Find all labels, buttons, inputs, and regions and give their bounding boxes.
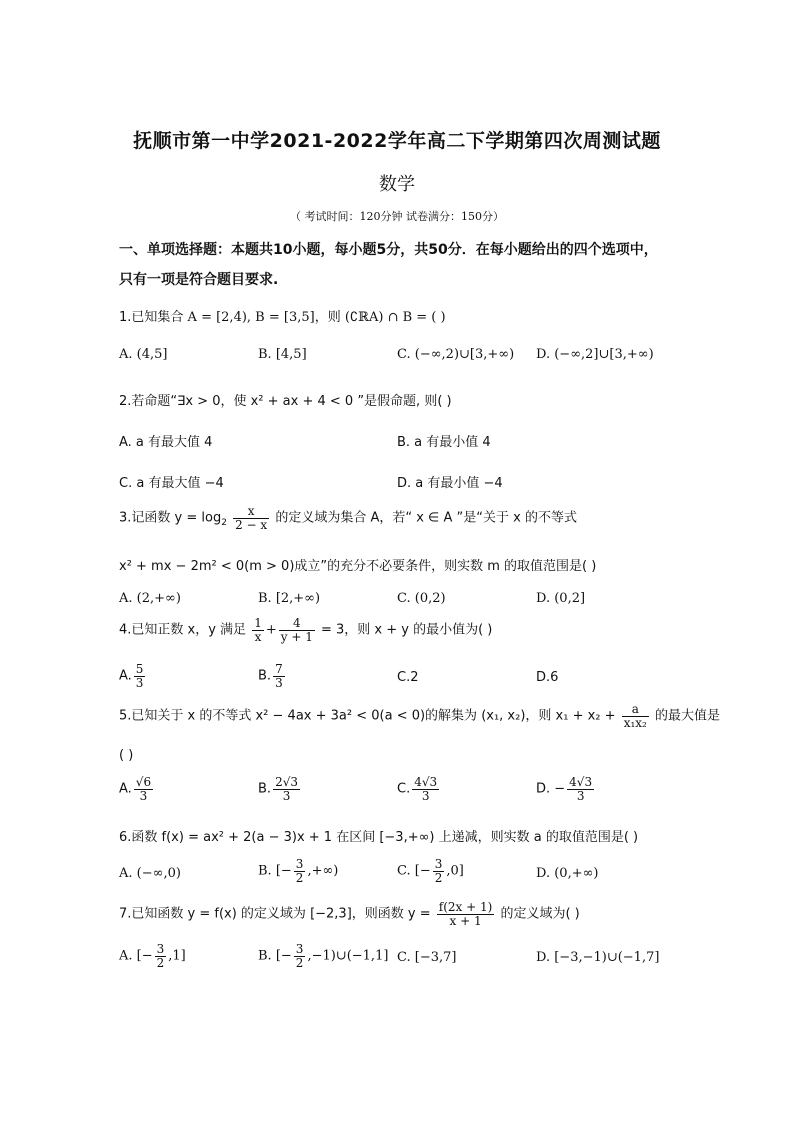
q7-b-num: 3 [295,942,304,956]
page-title: 抚顺市第一中学2021-2022学年高二下学期第四次周测试题 [133,130,661,152]
q4-option-c: C.2 [397,670,419,685]
q7-f-den: x + 1 [449,913,482,928]
q5-f-num: a [622,703,649,717]
q1-math: A = [2,4), B = [3,5]，则 (∁ℝA) ∩ B = ( ) [187,310,446,325]
exam-meta: （ 考试时间：120分钟 试卷满分：150分） [290,210,504,223]
q4-f2-den: y + 1 [280,629,313,644]
section-heading-line1: 一、单项选择题：本题共10小题，每小题5分，共50分．在每小题给出的四个选项中， [119,242,658,258]
q7-option-d: D. [−3,−1)∪(−1,7] [536,950,660,965]
q3-log-base: 2 [221,518,227,529]
subject-title: 数学 [379,174,415,195]
q3-fraction-den: 2 − x [235,517,268,532]
q7-option-a [119,943,186,969]
q5-option-c [397,776,441,802]
q4-a-den: 3 [135,675,144,690]
q7-f-num: f(2x + 1) [438,900,493,914]
q7-option-b-pre: B. [− [258,948,292,964]
q7-b-den: 2 [295,955,304,970]
q6-option-c-post: ,0] [446,863,464,879]
question-3 [119,505,577,531]
question-3-line2: x² + mx − 2m² < 0(m > 0)成立”的充分不必要条件，则实数 m 的取值范围是( ) [119,559,597,574]
question-7 [119,901,580,927]
q2-option-b: B. a 有最小值 4 [397,435,491,450]
q6-option-c-pre: C. [− [397,863,431,879]
q3-option-c: C. (0,2) [397,591,446,606]
q1-option-d: D. (−∞,2]∪[3,+∞) [536,347,654,362]
q4-a-num: 5 [135,662,144,676]
q3-option-b: B. [2,+∞) [258,591,321,606]
q3-fraction [233,505,269,531]
q7-a-num: 3 [156,942,165,956]
q4-option-a [119,663,147,689]
q7-a-den: 2 [156,955,165,970]
q4-option-a-label: A. [119,668,132,684]
q3-option-d: D. (0,2] [536,591,586,606]
q5-c-num: 4√3 [414,775,438,789]
q6-option-c [397,858,464,884]
q3-prefix: 3.记函数 y = log [119,510,222,526]
q5-option-a [119,776,155,802]
q5-b-den: 3 [282,788,291,803]
q6-c-den: 2 [434,870,443,885]
q2-option-c: C. a 有最大值 −4 [119,476,224,491]
q7-option-a-pre: A. [− [119,948,153,964]
q6-option-b-post: ,+∞) [307,863,339,879]
q4-f2-num: 4 [279,617,315,631]
q4-fraction-1 [252,617,264,643]
q5-fraction [622,703,649,729]
question-5-line2: ( ) [119,748,134,763]
q4-option-b-label: B. [258,668,272,684]
q3-option-a: A. (2,+∞) [119,591,181,606]
q1-prefix: 1.已知集合 [119,310,184,325]
q6-b-num: 3 [295,857,304,871]
question-5 [119,703,720,729]
q2-option-a: A. a 有最大值 4 [119,435,213,450]
q1-option-b: B. [4,5] [258,347,307,362]
q4-option-b [258,663,287,689]
q7-prefix: 7.已知函数 y = f(x) 的定义域为 [−2,3]，则函数 y = [119,906,431,922]
q5-option-d-label: D. − [536,781,566,797]
q4-b-num: 7 [275,662,283,676]
q5-suffix: 的最大值是 [654,708,720,724]
question-4 [119,617,492,643]
q7-option-b-post: ,−1)∪(−1,1] [307,948,389,964]
q5-a-num: √6 [135,775,152,789]
question-6: 6.函数 f(x) = ax² + 2(a − 3)x + 1 在区间 [−3,+∞) 上递减，则实数 a 的取值范围是( ) [119,830,639,845]
question-2: 2.若命题“∃x > 0，使 x² + ax + 4 < 0 ”是假命题, 则( ) [119,394,452,409]
q1-option-a: A. (4,5] [119,347,168,362]
q5-option-b [258,776,302,802]
q5-option-c-label: C. [397,781,411,797]
q5-d-den: 3 [576,788,585,803]
q7-option-b [258,943,388,969]
q7-option-a-post: ,1] [168,948,186,964]
q5-c-den: 3 [421,788,430,803]
q2-option-d: D. a 有最小值 −4 [397,476,503,491]
q6-option-a: A. (−∞,0) [119,866,181,881]
q5-a-den: 3 [139,788,148,803]
q1-option-c: C. (−∞,2)∪[3,+∞) [397,347,515,362]
q6-option-b-pre: B. [− [258,863,292,879]
question-1 [119,306,446,325]
q5-f-den: x₁x₂ [623,715,647,730]
q5-option-d [536,776,596,802]
section-heading-line2: 只有一项是符合题目要求. [119,272,279,288]
q4-plus: + [265,622,277,638]
q5-prefix: 5.已知关于 x 的不等式 x² − 4ax + 3a² < 0(a < 0)的解集为 (x₁, x₂)，则 x₁ + x₂ + [119,708,616,724]
q7-option-c: C. [−3,7] [397,950,457,965]
q6-option-d: D. (0,+∞) [536,866,599,881]
q5-option-b-label: B. [258,781,272,797]
q4-suffix: = 3，则 x + y 的最小值为( ) [321,622,493,638]
q4-prefix: 4.已知正数 x，y 满足 [119,622,247,638]
q4-b-den: 3 [275,675,283,690]
q3-fraction-num: x [233,505,269,519]
q4-option-d: D.6 [536,670,559,685]
q5-d-num: 4√3 [569,775,593,789]
q6-option-b [258,858,338,884]
q6-c-num: 3 [434,857,443,871]
q6-b-den: 2 [295,870,304,885]
q7-fraction [437,901,495,927]
q5-option-a-label: A. [119,781,132,797]
q5-b-num: 2√3 [275,775,298,789]
q3-suffix: 的定义域为集合 A，若“ x ∈ A ”是“关于 x 的不等式 [275,510,577,526]
q4-f1-den: x [254,629,262,644]
q4-fraction-2 [279,617,315,643]
q4-f1-num: 1 [254,616,262,630]
q7-suffix: 的定义域为( ) [500,906,580,922]
